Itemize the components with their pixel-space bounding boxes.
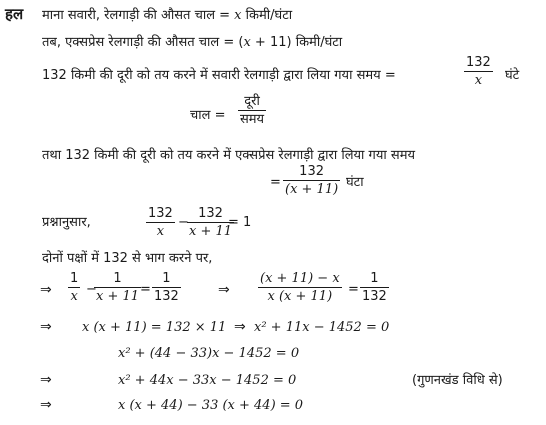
solution-heading: हल [5, 5, 24, 23]
unit-hours: घंटे [505, 68, 520, 83]
implies-arrow: ⇒ [234, 319, 246, 335]
speed-label: चाल = [190, 108, 226, 123]
fraction-132-over-x-plus-11-b: 132 x + 11 [189, 206, 233, 239]
equals-sign: = [348, 282, 359, 297]
factorization-method-note: (गुणनखंड विधि से) [412, 373, 503, 388]
minus-sign: − [86, 282, 97, 297]
dividing-both-sides: दोनों पक्षों में 132 से भाग करने पर, [42, 251, 213, 266]
equals-sign: = [140, 282, 151, 297]
line-passenger-time: 132 किमी की दूरी को तय करने में सवारी रेलगाड़ी द्वारा लिया गया समय = [42, 68, 396, 83]
equals-one: = 1 [228, 215, 252, 230]
fraction-1-over-132: 1 132 [154, 271, 179, 304]
fraction-132-over-x-b: 132 x [148, 206, 173, 239]
line-passenger-speed: माना सवारी, रेलगाड़ी की औसत चाल = x किमी/घंटा [42, 8, 293, 23]
fraction-132-over-x-plus-11: 132 (x + 11) [285, 164, 339, 197]
implies-arrow: ⇒ [40, 397, 52, 413]
implies-arrow: ⇒ [218, 282, 230, 298]
according-to-question: प्रश्नानुसार, [42, 215, 91, 230]
fraction-132-over-x: 132 x [466, 55, 491, 88]
implies-arrow: ⇒ [40, 372, 52, 388]
minus-sign: − [178, 215, 189, 230]
fraction-1-over-x-plus-11: 1 x + 11 [96, 271, 140, 304]
fraction-difference: (x + 11) − x x (x + 11) [260, 271, 340, 304]
quadratic-equation: x² + 11x − 1452 = 0 [254, 320, 390, 335]
line-express-time: तथा 132 किमी की दूरी को तय करने में एक्सप्रेस रेलगाड़ी द्वारा लिया गया समय [42, 148, 416, 163]
line-express-speed: तब, एक्सप्रेस रेलगाड़ी की औसत चाल = (x + 11) किमी/घंटा [42, 35, 343, 50]
implies-arrow: ⇒ [40, 319, 52, 335]
unit-hour: घंटा [346, 175, 364, 190]
implies-arrow: ⇒ [40, 282, 52, 298]
fraction-1-over-x: 1 x [70, 271, 79, 304]
equals-sign: = [270, 175, 281, 190]
equation-expanded: x (x + 11) = 132 × 11 [82, 320, 227, 335]
split-middle-term: x² + (44 − 33)x − 1452 = 0 [118, 346, 300, 361]
grouped-factors: x (x + 44) − 33 (x + 44) = 0 [118, 398, 304, 413]
fraction-1-over-132-b: 1 132 [362, 271, 387, 304]
fraction-distance-over-time: दूरी समय [240, 94, 265, 127]
split-terms: x² + 44x − 33x − 1452 = 0 [118, 373, 297, 388]
